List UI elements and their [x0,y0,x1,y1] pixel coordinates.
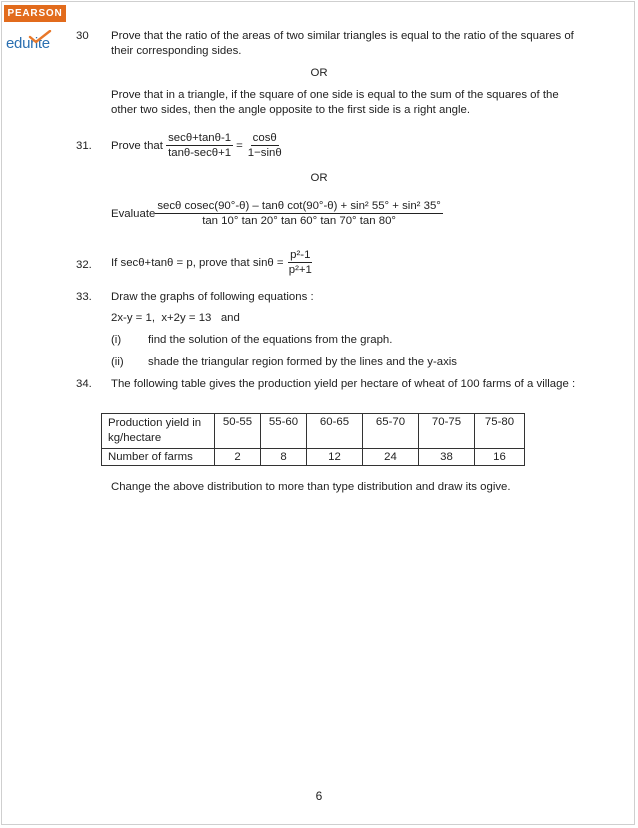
q34-footer-text: Change the above distribution to more than type distribution and draw its ogive. [111,481,511,493]
q31-evaluate-denominator: tan 10° tan 20° tan 60° tan 70° tan 80° [202,215,396,227]
q30-or: OR [310,67,328,79]
pearson-logo: PEARSON [4,5,66,22]
yield-header-cell: Production yield in kg/hectare [102,414,215,449]
class-cell: 75-80 [475,414,525,449]
farms-cell: 12 [307,449,363,466]
q32-fraction [287,248,314,277]
farms-cell: 16 [475,449,525,466]
q31-prefix: Prove that [111,139,163,152]
q31-evaluate [111,199,443,228]
q30-number: 30 [76,30,89,42]
q33-number: 33. [76,291,92,303]
farms-header-cell: Number of farms [102,449,215,466]
farms-cell: 2 [215,449,261,466]
q33-ii-text: shade the triangular region formed by the lines and the y-axis [148,356,457,368]
q31-rhs-denominator: 1−sinθ [247,147,282,159]
farms-cell: 24 [363,449,419,466]
q30-text: Prove that the ratio of the areas of two similar triangles is equal to the ratio of the squares of their corresponding sides. [111,30,574,57]
production-yield-table [101,413,525,466]
q33-i-text: find the solution of the equations from the graph. [148,334,393,346]
class-cell: 70-75 [419,414,475,449]
q32-number: 32. [76,259,92,271]
class-cell: 60-65 [307,414,363,449]
q33-equations: 2x-y = 1, x+2y = 13 and [111,312,240,324]
q34-number: 34. [76,378,92,390]
farms-cell: 8 [261,449,307,466]
table-row [102,449,525,466]
edurite-wordmark: edurite [6,35,50,52]
q31-lhs-fraction [166,131,233,160]
q33-text: Draw the graphs of following equations : [111,291,314,303]
class-cell: 65-70 [363,414,419,449]
q31-lhs-numerator: secθ+tanθ-1 [168,132,232,144]
q31-lhs-denominator: tanθ-secθ+1 [168,147,232,159]
q32-statement [111,248,314,277]
q31-or: OR [310,172,328,184]
q34-text: The following table gives the production yield per hectare of wheat of 100 farms of a village : [111,378,576,390]
q31-statement [111,131,284,160]
q30-alt-text: Prove that in a triangle, if the square of one side is equal to the sum of the squares of the other two sides, then the angle opposite to the first side is a right angle. [111,89,559,116]
q31-evaluate-numerator: secθ cosec(90°-θ) – tanθ cot(90°-θ) + sin² 55° + sin² 35° [157,200,441,212]
class-cell: 50-55 [215,414,261,449]
table-row [102,414,525,449]
q31-evaluate-fraction [155,199,443,228]
q31-number: 31. [76,140,92,152]
edurite-logo [6,30,64,52]
q31-equals: = [236,139,243,152]
q31-evaluate-label: Evaluate [111,207,156,220]
page-number: 6 [315,789,323,803]
q32-text: If secθ+tanθ = p, prove that sinθ = [111,256,284,269]
checkmark-icon [28,30,52,44]
q31-rhs-fraction [246,131,284,160]
q33-i-label: (i) [111,334,122,346]
q32-numerator: p²-1 [290,249,311,261]
farms-cell: 38 [419,449,475,466]
q33-ii-label: (ii) [111,356,124,368]
q32-denominator: p²+1 [288,264,312,276]
q31-rhs-numerator: cosθ [252,132,277,144]
class-cell: 55-60 [261,414,307,449]
